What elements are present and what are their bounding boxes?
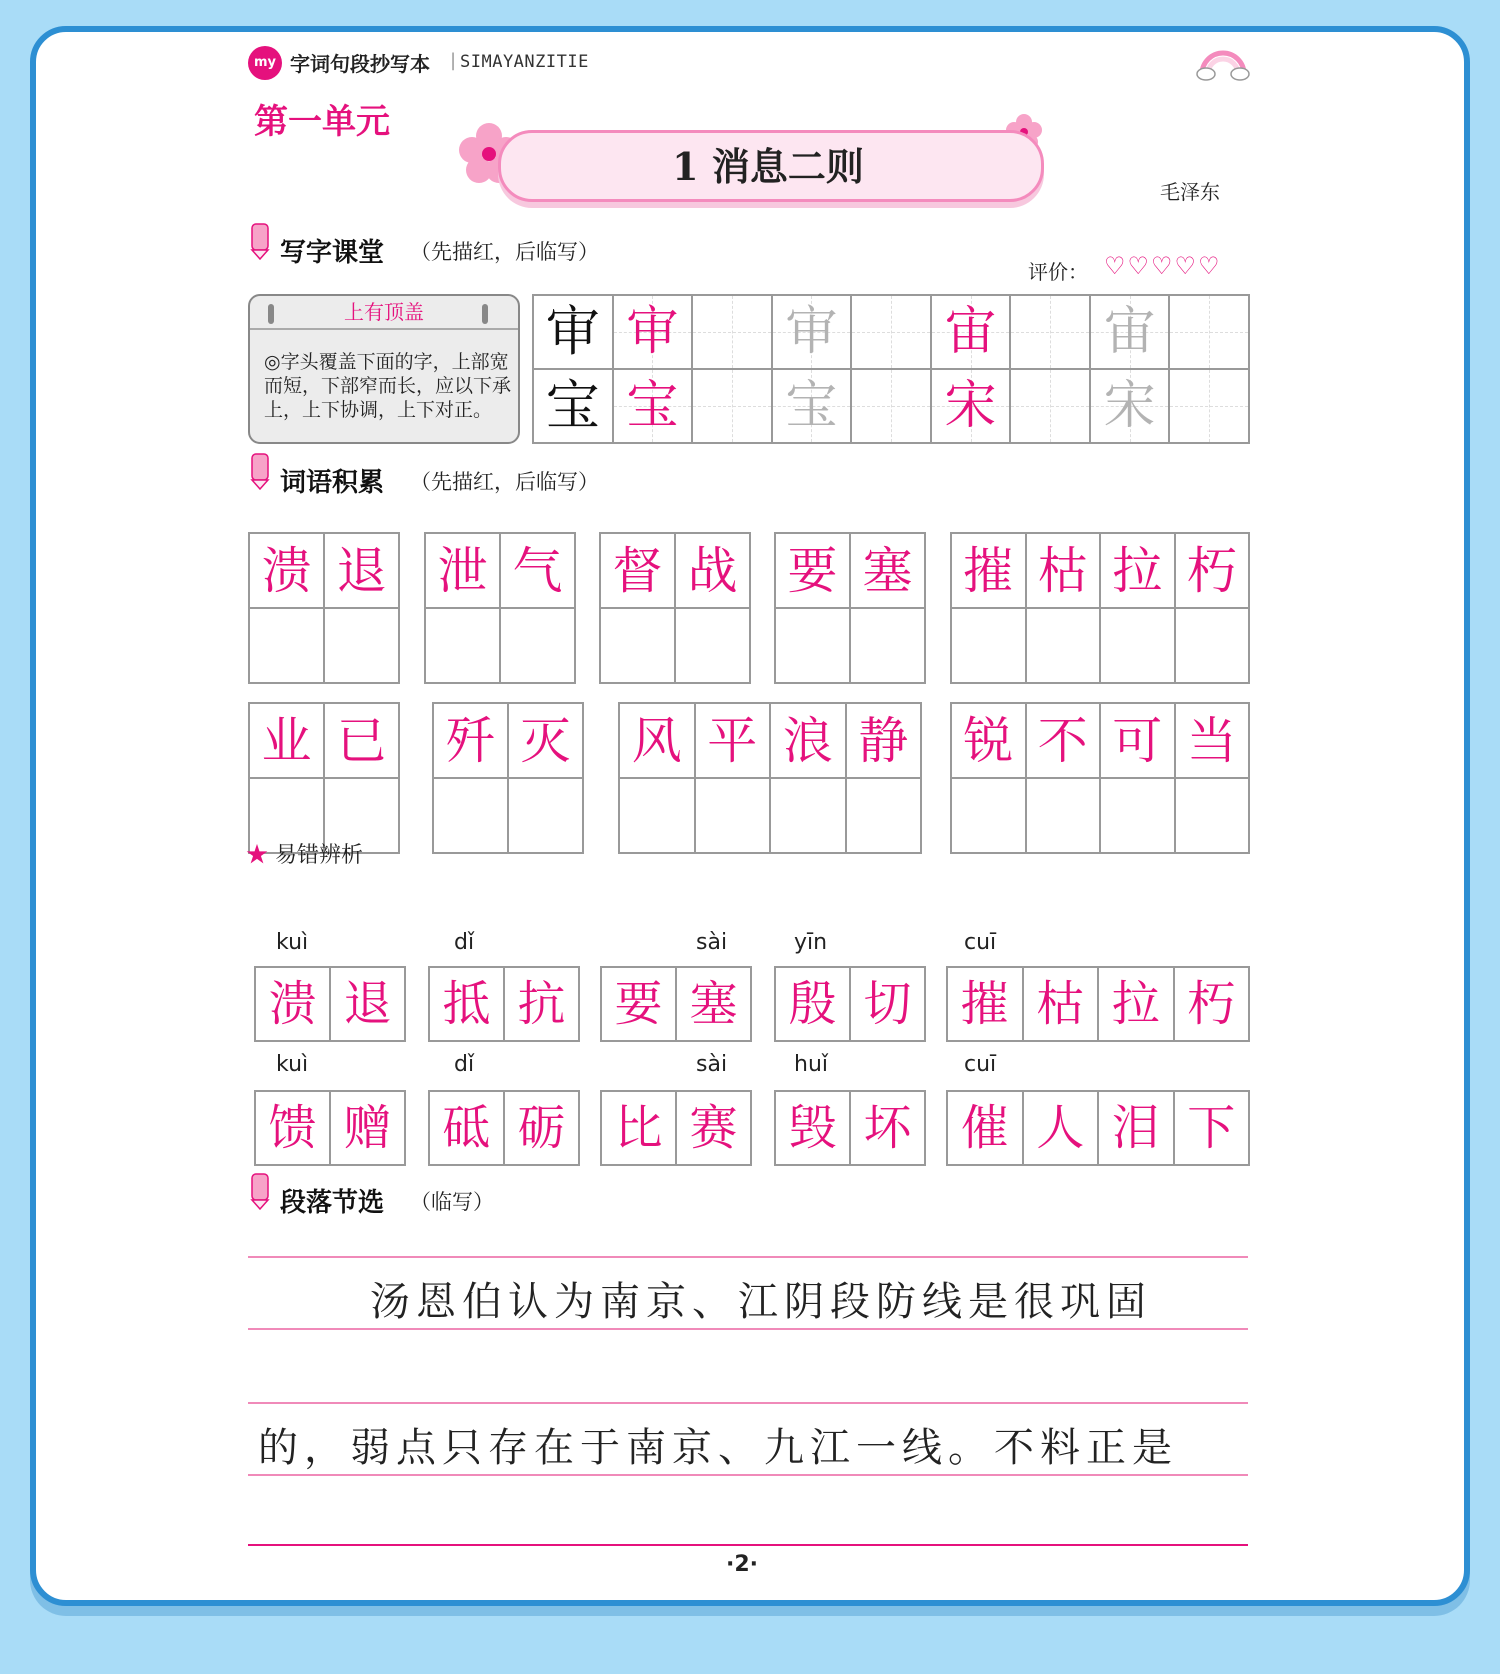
vocab-cell[interactable] (508, 778, 583, 853)
confusion-cell: 殷 (775, 967, 850, 1041)
vocab-cell[interactable] (770, 778, 846, 853)
writing-cell: 审 (533, 295, 613, 369)
vocab-cell: 灭 (508, 703, 583, 778)
confusion-word-box (946, 1090, 1250, 1166)
vocab-cell[interactable] (1100, 778, 1175, 853)
vocab-cell: 可 (1100, 703, 1175, 778)
confusion-cell: 馈 (255, 1091, 330, 1165)
pinyin: sài (696, 1052, 728, 1077)
vocab-cell[interactable] (619, 778, 695, 853)
writing-grid (532, 294, 1250, 444)
confusion-title-row (246, 838, 363, 869)
pinyin: huǐ (794, 1052, 828, 1077)
confusion-cell: 要 (601, 967, 676, 1041)
tip-text: ◎字头覆盖下面的字，上部宽而短，下部窄而长，应以下承上，上下协调，上下对正。 (264, 351, 512, 421)
footer-line (248, 1544, 1248, 1546)
passage-section-note: （临写） (410, 1190, 494, 1214)
confusion-cell: 坏 (850, 1091, 925, 1165)
pinyin: yīn (794, 930, 828, 955)
vocab-cell[interactable] (675, 608, 750, 683)
writing-cell[interactable] (692, 295, 772, 369)
writing-cell: 宋 (931, 369, 1011, 443)
series-subtitle: SIMAYANZITIE (460, 52, 589, 72)
writing-cell[interactable]: 宋 (1090, 369, 1170, 443)
writing-cell[interactable]: 宙 (1090, 295, 1170, 369)
vocab-cell: 当 (1175, 703, 1250, 778)
pinyin: dǐ (454, 930, 475, 955)
writing-section-note: （先描红，后临写） (410, 240, 599, 264)
vocab-cell: 业 (249, 703, 324, 778)
vocab-cell[interactable] (846, 778, 922, 853)
header-divider: | (450, 50, 457, 71)
confusion-cell: 抗 (504, 967, 579, 1041)
pinyin: sài (696, 930, 728, 955)
confusion-cell: 摧 (947, 967, 1023, 1041)
vocab-cell: 要 (775, 533, 850, 608)
vocab-cell: 枯 (1026, 533, 1101, 608)
confusion-word-box (946, 966, 1250, 1042)
confusion-cell: 朽 (1174, 967, 1250, 1041)
confusion-title: 易错辨析 (275, 843, 364, 868)
pencil-icon (248, 1172, 272, 1210)
confusion-word-box (254, 1090, 406, 1166)
writing-cell[interactable] (1010, 369, 1090, 443)
vocab-cell: 气 (500, 533, 575, 608)
pinyin: dǐ (454, 1052, 475, 1077)
confusion-cell: 下 (1174, 1091, 1250, 1165)
vocab-cell: 溃 (249, 533, 324, 608)
writing-cell[interactable]: 审 (772, 295, 852, 369)
pencil-icon (248, 222, 272, 260)
confusion-cell: 催 (947, 1091, 1023, 1165)
vocab-cell: 浪 (770, 703, 846, 778)
ruled-line (248, 1402, 1248, 1404)
passage-line-1: 汤恩伯认为南京、江阴段防线是很巩固 (370, 1279, 1152, 1325)
writing-cell[interactable]: 宝 (772, 369, 852, 443)
confusion-cell: 砺 (504, 1091, 579, 1165)
unit-label: 第一单元 (254, 102, 390, 142)
writing-cell[interactable] (1169, 369, 1249, 443)
page-number: ·2· (726, 1552, 759, 1577)
vocab-cell: 锐 (951, 703, 1026, 778)
vocab-cell: 退 (324, 533, 399, 608)
vocab-cell[interactable] (249, 608, 324, 683)
rating-label: 评价： (1028, 260, 1088, 284)
vocab-word-box (424, 532, 576, 684)
vocab-cell[interactable] (500, 608, 575, 683)
vocab-cell[interactable] (850, 608, 925, 683)
pencil-icon (248, 452, 272, 490)
vocab-cell[interactable] (775, 608, 850, 683)
confusion-word-box (428, 1090, 580, 1166)
vocab-word-box (432, 702, 584, 854)
writing-cell[interactable] (851, 295, 931, 369)
vocab-cell: 风 (619, 703, 695, 778)
vocab-cell: 不 (1026, 703, 1101, 778)
passage-section-title: 段落节选 (280, 1188, 385, 1218)
writing-cell: 宝 (613, 369, 693, 443)
pinyin: cuī (964, 1052, 997, 1077)
vocab-section-note: （先描红，后临写） (410, 470, 599, 494)
confusion-word-box (774, 1090, 926, 1166)
writing-cell: 宙 (931, 295, 1011, 369)
vocab-cell: 静 (846, 703, 922, 778)
vocab-word-box (950, 702, 1250, 854)
vocab-cell[interactable] (1026, 608, 1101, 683)
vocab-cell: 督 (600, 533, 675, 608)
confusion-cell: 塞 (676, 967, 751, 1041)
confusion-word-box (254, 966, 406, 1042)
vocab-cell: 已 (324, 703, 399, 778)
confusion-word-box (600, 1090, 752, 1166)
vocab-cell[interactable] (951, 778, 1026, 853)
vocab-cell[interactable] (1026, 778, 1101, 853)
writing-cell[interactable] (692, 369, 772, 443)
ruled-line (248, 1474, 1248, 1476)
rating-hearts[interactable]: ♡♡♡♡♡ (1104, 252, 1222, 280)
writing-cell[interactable] (1169, 295, 1249, 369)
vocab-cell: 战 (675, 533, 750, 608)
vocab-cell[interactable] (1175, 778, 1250, 853)
vocab-cell: 拉 (1100, 533, 1175, 608)
page (30, 26, 1470, 1606)
confusion-cell: 拉 (1098, 967, 1174, 1041)
confusion-word-box (600, 966, 752, 1042)
vocab-cell[interactable] (695, 778, 771, 853)
confusion-word-box (774, 966, 926, 1042)
confusion-cell: 赠 (330, 1091, 405, 1165)
vocab-cell[interactable] (600, 608, 675, 683)
vocab-cell[interactable] (433, 778, 508, 853)
rainbow-icon (1196, 40, 1250, 84)
vocab-word-box (248, 702, 400, 854)
confusion-cell: 退 (330, 967, 405, 1041)
vocab-cell: 泄 (425, 533, 500, 608)
confusion-cell: 枯 (1023, 967, 1099, 1041)
ruled-line (248, 1256, 1248, 1258)
writing-cell: 宝 (533, 369, 613, 443)
series-title: 字词句段抄写本 (290, 52, 430, 76)
writing-cell[interactable] (1010, 295, 1090, 369)
vocab-cell: 摧 (951, 533, 1026, 608)
confusion-cell: 切 (850, 967, 925, 1041)
vocab-cell[interactable] (425, 608, 500, 683)
writing-section-title: 写字课堂 (280, 238, 385, 268)
confusion-cell: 砥 (429, 1091, 504, 1165)
confusion-cell: 比 (601, 1091, 676, 1165)
confusion-cell: 溃 (255, 967, 330, 1041)
vocab-word-box (950, 532, 1250, 684)
vocab-cell: 平 (695, 703, 771, 778)
vocab-cell[interactable] (1175, 608, 1250, 683)
passage-line-2: 的，弱点只存在于南京、九江一线。不料正是 (258, 1425, 1178, 1471)
vocab-cell: 塞 (850, 533, 925, 608)
vocab-word-box (618, 702, 922, 854)
vocab-word-box (599, 532, 751, 684)
writing-cell: 审 (613, 295, 693, 369)
lesson-title: 1 消息二则 (672, 144, 864, 189)
writing-cell[interactable] (851, 369, 931, 443)
vocab-cell[interactable] (324, 608, 399, 683)
confusion-cell: 抵 (429, 967, 504, 1041)
ruled-line (248, 1328, 1248, 1330)
pinyin: cuī (964, 930, 997, 955)
author: 毛泽东 (1160, 180, 1220, 204)
tip-title: 上有顶盖 (250, 296, 518, 330)
vocab-cell: 歼 (433, 703, 508, 778)
pinyin: kuì (276, 930, 309, 955)
vocab-cell[interactable] (951, 608, 1026, 683)
pinyin: kuì (276, 1052, 309, 1077)
confusion-cell: 毁 (775, 1091, 850, 1165)
confusion-cell: 泪 (1098, 1091, 1174, 1165)
brand-logo-icon: my (248, 46, 282, 80)
vocab-word-box (248, 532, 400, 684)
vocab-cell: 朽 (1175, 533, 1250, 608)
vocab-section-title: 词语积累 (280, 468, 385, 498)
confusion-cell: 人 (1023, 1091, 1099, 1165)
vocab-word-box (774, 532, 926, 684)
vocab-cell[interactable] (1100, 608, 1175, 683)
star-icon: ★ (246, 843, 269, 868)
confusion-word-box (428, 966, 580, 1042)
confusion-cell: 赛 (676, 1091, 751, 1165)
